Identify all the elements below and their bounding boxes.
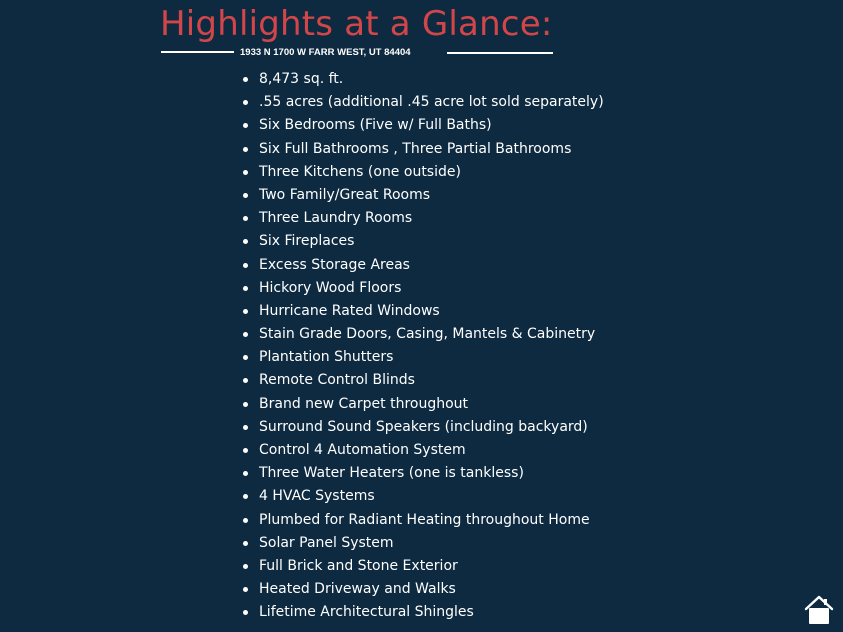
highlight-text: Brand new Carpet throughout [259,395,469,412]
highlight-item [0,254,843,277]
bullet-icon [243,402,248,407]
highlight-item [0,509,843,532]
highlight-item [0,485,843,508]
highlight-text: 4 HVAC Systems [259,488,375,505]
highlight-text: Three Water Heaters (one is tankless) [259,465,524,482]
highlight-item [0,138,843,161]
bullet-icon [243,286,248,291]
highlight-text: Full Brick and Stone Exterior [259,557,458,574]
highlight-text: Plumbed for Radiant Heating throughout Home [259,511,590,528]
highlight-item [0,439,843,462]
highlight-text: Hickory Wood Floors [259,279,402,296]
highlight-text: Hurricane Rated Windows [259,302,440,319]
page-title: Highlights at a Glance: [160,4,553,44]
highlight-text: Heated Driveway and Walks [259,581,456,598]
highlight-text: Control 4 Automation System [259,442,466,458]
bullet-icon [243,610,248,615]
highlight-item [0,369,843,392]
highlight-text: Two Family/Great Rooms [259,186,431,203]
highlight-item [0,184,843,207]
highlight-text: Surround Sound Speakers (including backyard) [259,418,588,435]
highlight-item [0,230,843,253]
highlight-item [0,68,843,91]
highlight-item [0,277,843,300]
highlight-text: Three Kitchens (one outside) [259,163,461,180]
highlight-text: Solar Panel System [259,534,394,551]
highlight-text: Excess Storage Areas [259,256,410,273]
highlight-text: .55 acres (additional .45 acre lot sold separately) [259,94,604,111]
bullet-icon [243,494,248,499]
bullet-icon [243,332,248,337]
highlight-item [0,393,843,416]
property-address: 1933 N 1700 W FARR WEST, UT 84404 [240,47,411,58]
highlight-item [0,601,843,624]
bullet-icon [243,239,248,244]
highlights-list [0,68,843,625]
bullet-icon [243,193,248,198]
bullet-icon [243,378,248,383]
house-logo-icon [803,594,835,626]
bullet-icon [243,170,248,175]
bullet-icon [243,147,248,152]
highlight-text: Six Fireplaces [259,233,355,250]
highlight-text: Lifetime Architectural Shingles [259,604,474,621]
highlight-item [0,532,843,555]
highlight-item [0,555,843,578]
highlight-text: Remote Control Blinds [259,372,415,389]
highlight-item [0,207,843,230]
bullet-icon [243,263,248,268]
address-divider-left [161,51,234,53]
highlight-item [0,300,843,323]
bullet-icon [243,216,248,221]
bullet-icon [243,518,248,523]
bullet-icon [243,309,248,314]
highlight-item [0,578,843,601]
bullet-icon [243,587,248,592]
highlight-item [0,346,843,369]
highlight-item [0,416,843,439]
highlight-text: Stain Grade Doors, Casing, Mantels & Cabinetry [259,326,596,343]
highlight-item [0,161,843,184]
highlight-text: Plantation Shutters [259,349,394,366]
bullet-icon [243,448,248,453]
bullet-icon [243,355,248,360]
bullet-icon [243,100,248,105]
bullet-icon [243,541,248,546]
highlight-text: Six Bedrooms (Five w/ Full Baths) [259,117,492,134]
highlight-text: 8,473 sq. ft. [259,71,344,87]
bullet-icon [243,123,248,128]
highlight-item [0,323,843,346]
highlight-text: Three Laundry Rooms [259,210,413,227]
highlight-item [0,114,843,137]
bullet-icon [243,471,248,476]
highlight-item [0,91,843,114]
bullet-icon [243,564,248,569]
bullet-icon [243,425,248,430]
bullet-icon [243,77,248,82]
highlight-item [0,462,843,485]
watermark-logo [803,594,835,626]
highlight-text: Six Full Bathrooms , Three Partial Bathrooms [259,140,572,157]
address-divider-right [447,52,553,54]
